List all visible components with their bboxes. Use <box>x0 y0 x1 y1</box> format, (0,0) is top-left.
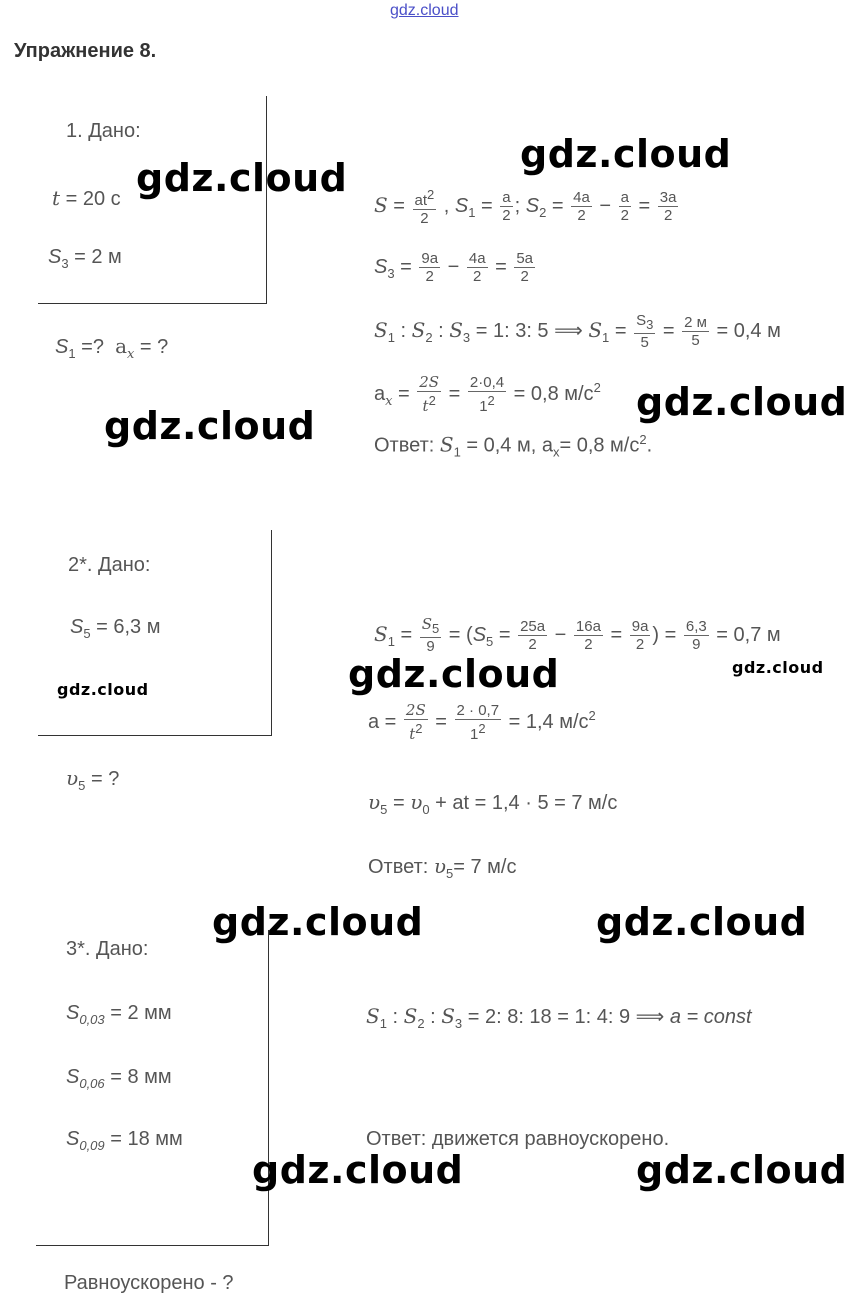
given-divider-vertical <box>266 96 267 304</box>
given-divider-vertical <box>271 530 272 736</box>
given-divider-vertical <box>268 930 269 1246</box>
given-divider-horizontal <box>38 735 272 736</box>
watermark: gdz.cloud <box>57 680 149 699</box>
answer-1: Ответ: $S_1 = 0,4$ м, $a_x= 0,8$ $м/с^2$. <box>374 432 653 460</box>
given-label: 1. Дано: <box>66 120 141 142</box>
answer-3: Ответ: движется равноускорено. <box>366 1128 670 1150</box>
solution-line-2: a = $\frac{2S}{t^2}$ = $\frac{2 \cdot 0,7}{1^2}$ = 1,4 $м/с^2$ <box>368 701 596 743</box>
top-watermark: gdz.cloud <box>390 2 459 19</box>
given-label: 2*. Дано: <box>68 554 151 576</box>
watermark: gdz.cloud <box>636 1148 848 1192</box>
given-s003: $S_{0,03} = 2$ мм <box>66 1002 172 1027</box>
find-line: Равноускорено - ? <box>64 1272 234 1294</box>
given-t: t = 20 с <box>52 186 121 210</box>
watermark: gdz.cloud <box>520 132 732 176</box>
watermark: gdz.cloud <box>136 156 348 200</box>
solution-line-3: $S_1$ : $S_2$ : $S_3 = 1$: 3: 5 ⟹ $S_1$ = $\frac{S_3}{5}$ = $\frac{2 м}{5}$ = 0,4 м <box>374 312 781 351</box>
find-line: $S_1$ =? $a_x$ = ? <box>55 334 169 362</box>
solution-line-3: $\upsilon_5 = \upsilon_0$ + at = 1,4 · 5 = 7 м/с <box>368 790 618 817</box>
given-label: 3*. Дано: <box>66 938 149 960</box>
given-s5: $S_5 = 6,3$ м <box>70 616 161 641</box>
solution-line-4: $a_x$ = $\frac{2S}{t^2}$ = $\frac{2\cdot 0,4}{1^2}$ = 0,8 $м/с^2$ <box>374 373 601 415</box>
page-title: Упражнение 8. <box>14 40 157 62</box>
watermark: gdz.cloud <box>252 1148 464 1192</box>
watermark: gdz.cloud <box>348 652 560 696</box>
given-divider-horizontal <box>36 1245 269 1246</box>
solution-line-1: S = $\frac{at^2}{2}$ , $S_1$ = $\frac{a}{2}$ ; $S_2$ = $\frac{4a}{2}$ − $\frac{a}{2}$ = $\frac{3a}{2}$ <box>374 187 677 227</box>
solution-line-1: $S_1$ = $\frac{S_5}{9}$ = ($S_5$ = $\frac{25a}{2}$ − $\frac{16a}{2}$ = $\frac{9a}{2}$ ) = $\frac{6,3}{9}$ = 0,7 м <box>374 615 781 655</box>
solution-line-1: $S_1$ : $S_2$ : $S_3 = 2$: 8: 18 = 1: 4: 9 ⟹ a = const <box>366 1004 752 1031</box>
watermark: gdz.cloud <box>212 900 424 944</box>
given-divider-horizontal <box>38 303 267 304</box>
given-s3: $S_3 = 2$ м <box>48 246 122 271</box>
watermark: gdz.cloud <box>636 380 848 424</box>
answer-2: Ответ: $\upsilon_5= 7$ м/с <box>368 854 517 881</box>
watermark: gdz.cloud <box>104 404 316 448</box>
watermark: gdz.cloud <box>596 900 808 944</box>
given-s009: $S_{0,09} = 18$ мм <box>66 1128 183 1153</box>
watermark: gdz.cloud <box>732 658 824 677</box>
given-s006: $S_{0,06} = 8$ мм <box>66 1066 172 1091</box>
solution-line-2: $S_3$ = $\frac{9a}{2}$ − $\frac{4a}{2}$ = $\frac{5a}{2}$ <box>374 250 534 285</box>
find-v5: $\upsilon_5$ = ? <box>66 766 120 793</box>
